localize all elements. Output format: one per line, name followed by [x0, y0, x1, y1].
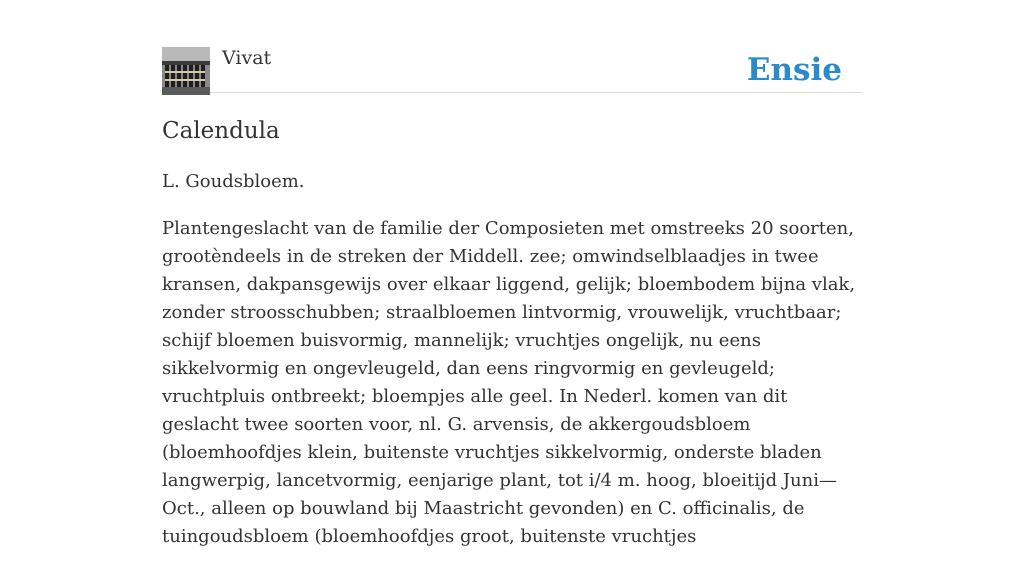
page-title: Calendula [162, 118, 280, 144]
article-paragraph: Plantengeslacht van de familie der Composieten met omstreeks 20 soorten, grootèndeels in de streken der Middell. zee; omwindselblaadjes in twee kransen, dakpansgewijs over elkaar liggend, gelijk; bloembodem bijna vlak, zonder stroosschubben; straalbloemen lintvormig, vrouwelijk, vruchtbaar; schijf bloemen buisvormig, mannelijk; vruchtjes ongelijk, nu eens sikkelvormig en ongevleugeld, dan eens ringvormig en gevleugeld; vruchtpluis ontbreekt; bloempjes alle geel. In Nederl. komen van dit geslacht twee soorten voor, nl. G. arvensis, de akkergoudsbloem (bloemhoofdjes klein, buitenste vruchtjes sikkelvormig, onderste bladen langwerpig, lancetvormig, eenjarige plant, tot i/4 m. hoog, bloeitijd Juni—Oct., alleen op bouwland bij Maastricht gevonden) en C. officinalis, de tuingoudsbloem (bloemhoofdjes groot, buitenste vruchtjes [162, 218, 856, 547]
book-spines-icon [162, 47, 210, 95]
avatar[interactable] [162, 47, 210, 95]
header [162, 46, 862, 93]
brand-logo[interactable]: Ensie [746, 52, 842, 88]
article-subtitle: L. Goudsbloem. [162, 171, 305, 192]
author-name[interactable]: Vivat [222, 47, 272, 69]
article-body [162, 168, 867, 570]
